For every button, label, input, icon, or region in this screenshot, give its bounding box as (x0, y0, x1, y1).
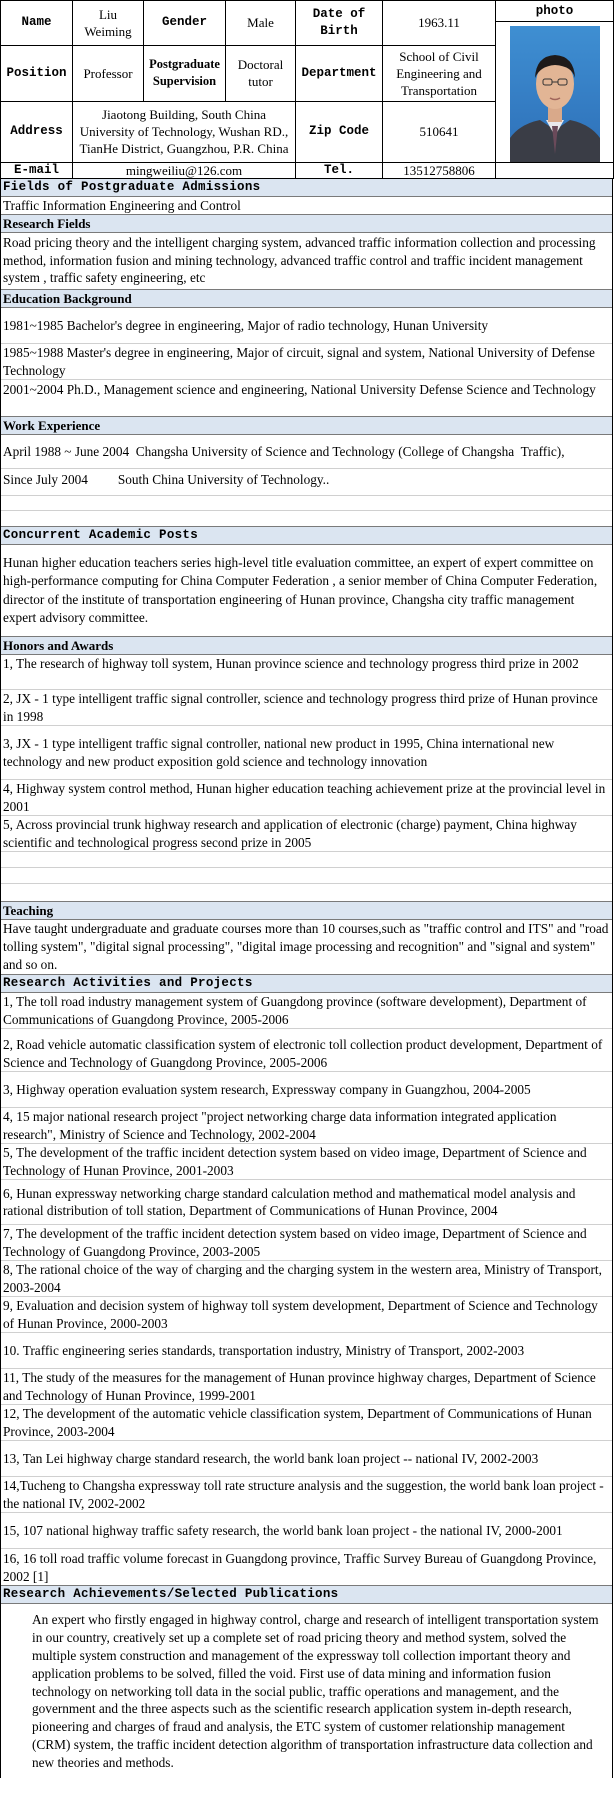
work-title: Work Experience (1, 416, 612, 435)
project-item: 13, Tan Lei highway charge standard research, the world bank loan project -- national IV, 2002-2003 (1, 1441, 612, 1477)
name-value: Liu Weiming (73, 1, 144, 46)
supervision-value: Doctoral tutor (226, 45, 296, 101)
profile-table (0, 0, 614, 179)
teaching-text: Have taught undergraduate and graduate courses more than 10 courses,such as "traffic control and ITS" and "road tolling system", "digital signal processing", "digital image processing and recognition" and "signal and system" and so on. (3, 921, 609, 972)
name-label: Name (1, 1, 73, 46)
honors-item: 5, Across provincial trunk highway research and application of electronic (charge) payment, China highway scientific and technological progress second prize in 2005 (1, 816, 612, 852)
project-item: 10. Traffic engineering series standards, transportation industry, Ministry of Transport, 2002-2003 (1, 1333, 612, 1369)
address-value: Jiaotong Building, South China University of Technology, Wushan RD., TianHe District, Guangzhou, P.R. China (73, 101, 296, 162)
honors-item: 1, The research of highway toll system, Hunan province science and technology progress third prize in 2002 (1, 655, 612, 690)
honors-blank-row (1, 884, 612, 901)
project-item: 3, Highway operation evaluation system research, Expressway company in Guangzhou, 2004-2005 (1, 1072, 612, 1108)
project-item: 2, Road vehicle automatic classification system of electronic toll collection product development, Department of Science and Technology of Guangdong Province, 2005-2006 (1, 1029, 612, 1072)
zip-value: 510641 (383, 101, 496, 162)
position-value: Professor (73, 45, 144, 101)
achievements-text: An expert who firstly engaged in highway control, charge and research of intelligent transportation system in our country, creatively set up a complete set of road pricing theory and method system, solved the multiple system construction and management of the expressway toll collection important theory and application problems to be solved, filled the void. First use of data mining and information fusion technology on networking toll data in the social public, traffic operations and management, and the government and the three aspects such as the scientific research application system in-depth research, pioneering and charges of fraud and analysis, the ETC system of customer relationship management (CRM) system, the traffic incident detection algorithm of transportation infrastructure data collection and new theories and methods. (32, 1612, 599, 1770)
project-item: 7, The development of the traffic incident detection system based on video image, Department of Science and Technology of Guangdong Province, 2003-2005 (1, 1225, 612, 1261)
honors-blank-row (1, 868, 612, 884)
work-item: April 1988 ~ June 2004 Changsha University of Science and Technology (College of Changsha Traffic), (1, 435, 612, 469)
project-item: 4, 15 major national research project "project networking charge data information integrated application research", Ministry of Science and Technology, 2002-2004 (1, 1108, 612, 1144)
honors-item: 4, Highway system control method, Hunan higher education teaching achievement prize at the provincial level in 2001 (1, 780, 612, 816)
project-item: 5, The development of the traffic incident detection system based on video image, Department of Science and Technology of Hunan Province, 2001-2003 (1, 1144, 612, 1180)
project-item: 6, Hunan expressway networking charge standard calculation method and mathematical model analysis and rational distribution of toll station, Department of Communications of Hunan Province, 2004 (1, 1180, 612, 1225)
project-item: 15, 107 national highway traffic safety research, the world bank loan project - the national IV, 2000-2001 (1, 1513, 612, 1549)
email-value[interactable]: mingweiliu@126.com (73, 163, 296, 179)
gender-value: Male (226, 1, 296, 46)
tel-value: 13512758806 (383, 163, 496, 179)
dob-value: 1963.11 (383, 1, 496, 46)
concurrent-title: Concurrent Academic Posts (1, 526, 612, 545)
dob-label: Date of Birth (296, 1, 383, 46)
honors-blank-row (1, 852, 612, 868)
zip-label: Zip Code (296, 101, 383, 162)
work-item: Since July 2004 South China University of Technology.. (1, 469, 612, 496)
work-blank-row (1, 511, 612, 526)
projects-title: Research Activities and Projects (1, 974, 612, 993)
honors-item: 3, JX - 1 type intelligent traffic signal controller, national new product in 1995, China international new technology and new product exposition gold science and technology innovation (1, 726, 612, 780)
concurrent-text: Hunan higher education teachers series high-level title evaluation committee, an expert of expert committee on high-performance computing for China Computer Federation , a senior member of China Computer Federation, director of the institute of transportation engineering of Hunan province, Changsha city traffic management expert advisory committee. (3, 555, 598, 625)
photo-cell (496, 1, 614, 163)
gender-label: Gender (144, 1, 226, 46)
department-label: Department (296, 45, 383, 101)
education-title: Education Background (1, 289, 612, 308)
project-item: 1, The toll road industry management system of Guangdong province (software development), Department of Communications of Guangdong Province, 2005-2006 (1, 993, 612, 1029)
fields-section (0, 179, 613, 1778)
education-item: 2001~2004 Ph.D., Management science and engineering, National University Defense Science and Technology (3, 382, 596, 398)
education-item: 1981~1985 Bachelor's degree in engineering, Major of radio technology, Hunan University (1, 308, 612, 344)
teaching-title: Teaching (1, 901, 612, 920)
photo-label: photo (496, 1, 613, 22)
honors-item: 2, JX - 1 type intelligent traffic signal controller, science and technology progress third prize of Hunan province in 1998 (1, 690, 612, 726)
project-item: 8, The rational choice of the way of charging and the charging system in the western area, Ministry of Transport, 2003-2004 (1, 1261, 612, 1297)
project-item: 14,Tucheng to Changsha expressway toll rate structure analysis and the suggestion, the world bank loan project - the national IV, 2002-2002 (1, 1477, 612, 1513)
project-item: 9, Evaluation and decision system of highway toll system development, Department of Science and Technology of Hunan Province, 2000-2003 (1, 1297, 612, 1333)
research-fields-title: Research Fields (1, 214, 612, 233)
supervision-label: Postgraduate Supervision (144, 45, 226, 101)
fields-title: Fields of Postgraduate Admissions (1, 179, 612, 197)
project-item: 11, The study of the measures for the management of Hunan province highway charges, Department of Science and Technology of Hunan Province, 1999-2001 (1, 1369, 612, 1405)
research-fields-text: Road pricing theory and the intelligent charging system, advanced traffic information collection and processing method, information fusion and mining technology, advanced traffic control and traffic incident management system , traffic safety engineering, etc (3, 235, 596, 286)
education-item: 1985~1988 Master's degree in engineering, Major of circuit, signal and system, National University of Defense Technology (1, 344, 612, 380)
project-item: 12, The development of the automatic vehicle classification system, Department of Communications of Hunan Province, 2003-2004 (1, 1405, 612, 1441)
profile-photo (510, 26, 600, 162)
tel-label: Tel. (296, 163, 383, 179)
address-label: Address (1, 101, 73, 162)
fields-text: Traffic Information Engineering and Control (3, 197, 241, 213)
achievements-title: Research Achievements/Selected Publications (1, 1585, 612, 1604)
project-item: 16, 16 toll road traffic volume forecast in Guangdong province, Traffic Survey Bureau of Guangdong Province, 2002 [1] (3, 1551, 597, 1584)
empty-cell (496, 163, 614, 179)
honors-title: Honors and Awards (1, 636, 612, 655)
email-label: E-mail (1, 163, 73, 179)
work-blank-row (1, 496, 612, 511)
position-label: Position (1, 45, 73, 101)
department-value: School of Civil Engineering and Transportation (383, 45, 496, 101)
